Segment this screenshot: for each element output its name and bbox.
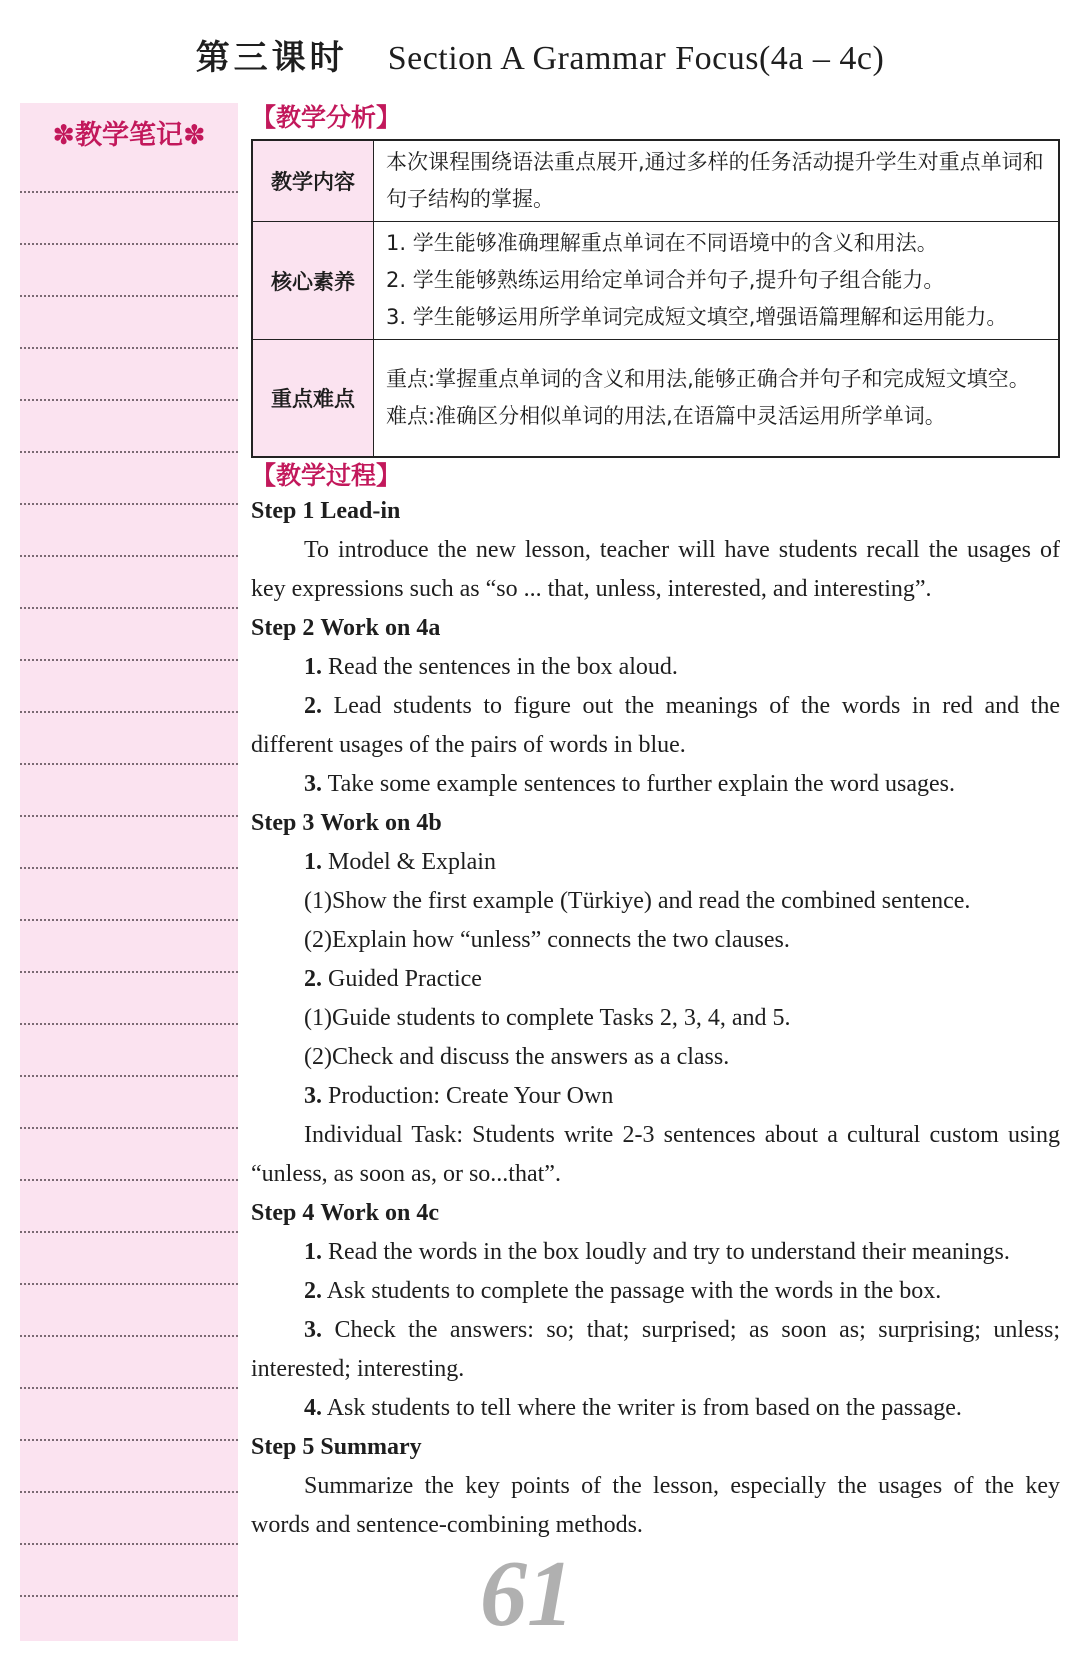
note-line xyxy=(20,451,238,453)
item-text: Read the sentences in the box aloud. xyxy=(328,654,678,680)
note-line xyxy=(20,295,238,297)
analysis-cell xyxy=(374,222,1060,340)
note-line xyxy=(20,399,238,401)
item-text: Guide students to complete Tasks 2, 3, 4, and 5. xyxy=(331,1005,791,1031)
analysis-cell xyxy=(374,340,1060,457)
note-line xyxy=(20,1335,238,1337)
step-heading xyxy=(251,1194,1060,1233)
step-heading xyxy=(251,492,1060,531)
item-number: 3. xyxy=(304,771,322,797)
note-line xyxy=(20,503,238,505)
step-item xyxy=(251,999,1060,1038)
item-number: 2. xyxy=(304,1278,322,1304)
step-prefix: Step 3 xyxy=(251,810,315,836)
note-line xyxy=(20,971,238,973)
note-line xyxy=(20,1491,238,1493)
item-text: Take some example sentences to further explain the word usages. xyxy=(327,771,956,797)
item-number: 1. xyxy=(304,1239,322,1265)
item-text: Production: Create Your Own xyxy=(328,1083,614,1109)
step-title: Work on 4a xyxy=(320,615,441,641)
analysis-label: 教学内容 xyxy=(252,140,374,222)
item-number: (2) xyxy=(304,1044,332,1070)
analysis-table xyxy=(251,139,1060,458)
item-text: Read the words in the box loudly and try to understand their meanings. xyxy=(328,1239,1010,1265)
note-line xyxy=(20,763,238,765)
step-title: Lead-in xyxy=(320,498,401,524)
note-line xyxy=(20,347,238,349)
item-number: (1) xyxy=(304,888,332,914)
step-item xyxy=(251,1272,1060,1311)
analysis-row-keypoints xyxy=(252,340,1059,457)
note-line xyxy=(20,711,238,713)
item-text: Check the answers: so; that; surprised; as soon as; surprising; unless; interested; interesting. xyxy=(251,1317,1060,1382)
step-prefix: Step 4 xyxy=(251,1200,315,1226)
step-item xyxy=(251,1233,1060,1272)
step-heading xyxy=(251,804,1060,843)
item-text: Ask students to complete the passage with the words in the box. xyxy=(326,1278,942,1304)
note-line xyxy=(20,1283,238,1285)
page-number: 61 xyxy=(480,1542,574,1646)
step-item xyxy=(251,1038,1060,1077)
analysis-text: 难点:准确区分相似单词的用法,在语篇中灵活运用所学单词。 xyxy=(386,403,946,428)
item-text: Ask students to tell where the writer is from based on the passage. xyxy=(326,1395,962,1421)
item-text: Lead students to figure out the meanings of the words in red and the different usages of the pairs of words in blue. xyxy=(251,693,1061,758)
item-number: 2. xyxy=(304,966,322,992)
item-text: Show the first example (Türkiye) and read the combined sentence. xyxy=(331,888,971,914)
step-item xyxy=(251,921,1060,960)
process-heading: 【教学过程】 xyxy=(251,461,402,490)
step-item xyxy=(251,843,1060,882)
step-prefix: Step 2 xyxy=(251,615,315,641)
note-line xyxy=(20,815,238,817)
step-item xyxy=(251,960,1060,999)
analysis-text: 本次课程围绕语法重点展开,通过多样的任务活动提升学生对重点单词和句子结构的掌握。 xyxy=(386,150,1044,211)
item-number: 1. xyxy=(304,849,322,875)
step-item xyxy=(251,1077,1060,1116)
step-item xyxy=(251,1389,1060,1428)
step-title: Work on 4b xyxy=(320,810,442,836)
step-prefix: Step 5 xyxy=(251,1434,315,1460)
item-text: Individual Task: Students write 2-3 sentences about a cultural custom using “unless, as soon as, or so...that”. xyxy=(251,1122,1060,1187)
item-number: (2) xyxy=(304,927,332,953)
note-line xyxy=(20,1387,238,1389)
step-item xyxy=(251,648,1060,687)
note-line xyxy=(20,555,238,557)
note-line xyxy=(20,243,238,245)
step-text: To introduce the new lesson, teacher will have students recall the usages of key expressions such as “so ... that, unless, interested, and interesting”. xyxy=(251,537,1060,602)
step-heading xyxy=(251,609,1060,648)
section-title: Section A Grammar Focus(4a – 4c) xyxy=(387,40,885,77)
teaching-process xyxy=(251,492,1060,1545)
analysis-text: 重点:掌握重点单词的含义和用法,能够正确合并句子和完成短文填空。 xyxy=(386,366,1030,391)
note-line xyxy=(20,1127,238,1129)
analysis-text: 2. 学生能够熟练运用给定单词合并句子,提升句子组合能力。 xyxy=(386,268,945,292)
note-line xyxy=(20,867,238,869)
note-line xyxy=(20,1075,238,1077)
step-item xyxy=(251,882,1060,921)
step-prefix: Step 1 xyxy=(251,498,315,524)
step-item xyxy=(251,765,1060,804)
step-paragraph xyxy=(251,531,1060,609)
analysis-row-content xyxy=(252,140,1059,222)
notes-title: ✽教学笔记✽ xyxy=(52,120,206,151)
analysis-text: 1. 学生能够准确理解重点单词在不同语境中的含义和用法。 xyxy=(386,231,938,255)
item-text: Explain how “unless” connects the two clauses. xyxy=(331,927,790,953)
lesson-number: 第三课时 xyxy=(195,38,348,78)
item-number: 2. xyxy=(304,693,322,719)
analysis-text: 3. 学生能够运用所学单词完成短文填空,增强语篇理解和运用能力。 xyxy=(386,305,1008,329)
item-number: (1) xyxy=(304,1005,332,1031)
analysis-row-competence xyxy=(252,222,1059,340)
analysis-label: 重点难点 xyxy=(252,340,374,457)
step-title: Work on 4c xyxy=(320,1200,440,1226)
step-heading xyxy=(251,1428,1060,1467)
item-number: 3. xyxy=(304,1083,322,1109)
item-number: 3. xyxy=(304,1317,322,1343)
note-line xyxy=(20,191,238,193)
analysis-heading: 【教学分析】 xyxy=(251,103,402,132)
item-text: Guided Practice xyxy=(328,966,482,992)
step-text: Summarize the key points of the lesson, especially the usages of the key words and sentence-combining methods. xyxy=(251,1473,1060,1538)
step-item xyxy=(251,1311,1060,1389)
step-title: Summary xyxy=(320,1434,422,1460)
note-line xyxy=(20,1543,238,1545)
item-text: Check and discuss the answers as a class. xyxy=(331,1044,730,1070)
note-line xyxy=(20,1595,238,1597)
note-line xyxy=(20,607,238,609)
analysis-cell xyxy=(374,140,1060,222)
analysis-label: 核心素养 xyxy=(252,222,374,340)
page-title xyxy=(0,30,1080,79)
step-item xyxy=(251,687,1060,765)
step-paragraph xyxy=(251,1467,1060,1545)
step-paragraph xyxy=(251,1116,1060,1194)
item-number: 1. xyxy=(304,654,322,680)
note-line xyxy=(20,1023,238,1025)
note-line xyxy=(20,1179,238,1181)
note-line xyxy=(20,919,238,921)
note-line xyxy=(20,1439,238,1441)
notes-column xyxy=(20,103,238,1641)
note-line xyxy=(20,659,238,661)
note-line xyxy=(20,1231,238,1233)
item-number: 4. xyxy=(304,1395,322,1421)
item-text: Model & Explain xyxy=(328,849,496,875)
